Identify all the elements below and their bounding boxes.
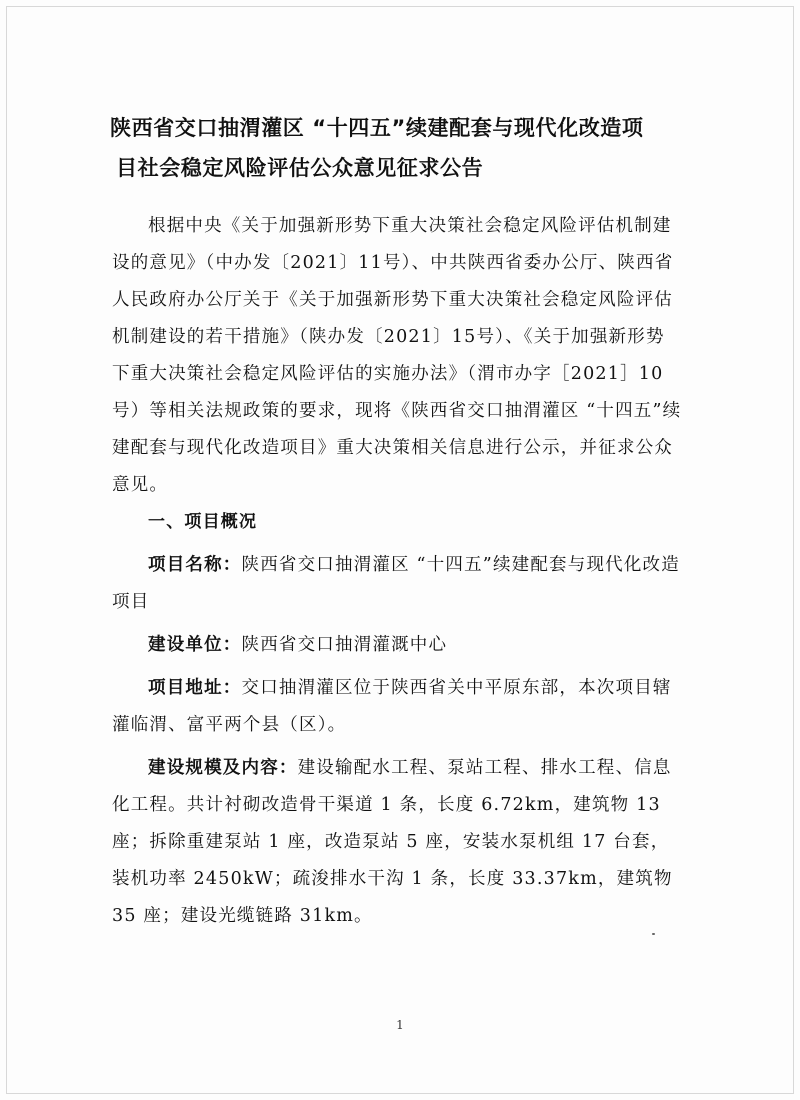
document-body (112, 208, 682, 935)
item-scale (112, 750, 682, 935)
item-value: 陕西省交口抽渭灌溉中心 (241, 635, 448, 655)
page-number: 1 (396, 1018, 404, 1032)
item-builder (112, 627, 682, 664)
section-heading: 一、项目概况 (148, 512, 258, 532)
item-label: 建设规模及内容： (148, 758, 298, 778)
document-title (110, 108, 700, 188)
item-project-name (112, 547, 682, 621)
item-label: 项目地址： (148, 678, 242, 698)
title-line-1: 陕西省交口抽渭灌区 “十四五”续建配套与现代化改造项 (110, 116, 644, 140)
title-line-2: 目社会稳定风险评估公众意见征求公告 (116, 156, 484, 180)
item-value: 交口抽渭灌区位于陕西省关中平原东部，本次项目辖灌临渭、富平两个县（区）。 (112, 678, 672, 735)
item-value: 陕西省交口抽渭灌区 “十四五”续建配套与现代化改造项目 (112, 555, 680, 612)
scan-speck (652, 933, 655, 935)
item-label: 项目名称： (148, 555, 242, 575)
intro-paragraph: 根据中央《关于加强新形势下重大决策社会稳定风险评估机制建设的意见》（中办发〔2021〕11号）、中共陕西省委办公厅、陕西省人民政府办公厅关于《关于加强新形势下重大决策社会稳定风险评估机制建设的若干措施》（陕办发〔2021〕15号）、《关于加强新形势下重大决策社会稳定风险评估的实施办法》（渭市办字［2021］10号）等相关法规政策的要求，现将《陕西省交口抽渭灌区 “十四五”续建配套与现代化改造项目》重大决策相关信息进行公示，并征求公众意见。 (112, 216, 682, 495)
item-address (112, 670, 682, 744)
item-label: 建设单位： (148, 635, 242, 655)
item-value: 建设输配水工程、泵站工程、排水工程、信息化工程。共计衬砌改造骨干渠道 1 条，长度 6.72km，建筑物 13 座；拆除重建泵站 1 座，改造泵站 5 座，安装水泵机组 17 台套，装机功率 2450kW；疏浚排水干沟 1 条，长度 33.37km，建筑物 35 座；建设光缆链路 31km。 (112, 758, 673, 926)
